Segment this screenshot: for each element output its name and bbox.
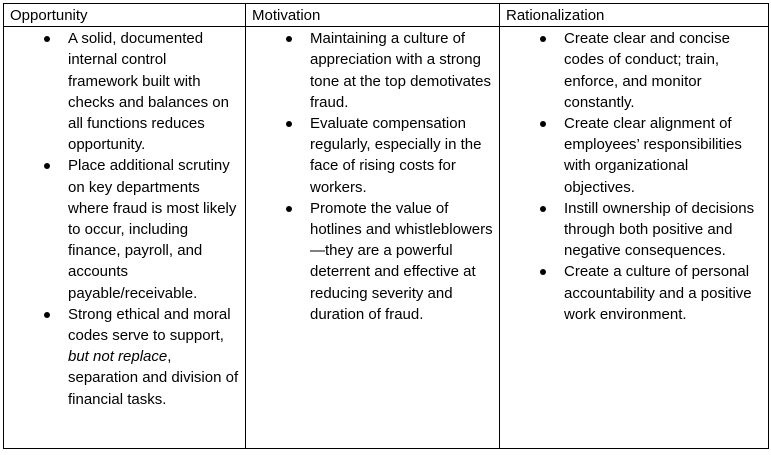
- bullet-icon: [286, 36, 292, 42]
- bullet-icon: [44, 312, 50, 318]
- list-item-text: Create a culture of personal accountability and a positive work environment.: [564, 263, 752, 323]
- bullet-icon: [44, 163, 50, 169]
- opportunity-list: [4, 27, 245, 410]
- list-item-text: Create clear alignment of employees’ responsibilities with organizational objectives.: [564, 115, 742, 196]
- bullet-icon: [540, 206, 546, 212]
- list-item: [246, 198, 493, 325]
- header-row: [4, 4, 769, 27]
- list-item-text: Place additional scrutiny on key departments where fraud is most likely to occur, including finance, payroll, and accounts payable/receivable.: [68, 157, 237, 302]
- list-item-text: Evaluate compensation regularly, especially in the face of rising costs for workers.: [310, 115, 482, 196]
- motivation-cell: [246, 27, 500, 449]
- bullet-icon: [286, 121, 292, 127]
- list-item-text: Instill ownership of decisions through both positive and negative consequences.: [564, 199, 755, 260]
- bullet-icon: [286, 206, 292, 212]
- list-item-text-end: , separation and division of financial tasks.: [68, 348, 239, 408]
- list-item: [500, 28, 762, 113]
- bullet-icon: [540, 121, 546, 127]
- opportunity-cell: [4, 27, 246, 449]
- list-item-text-start: Strong ethical and moral codes serve to support,: [68, 305, 231, 345]
- list-item-text: A solid, documented internal control framework built with checks and balances on all functions reduces opportunity.: [68, 30, 229, 154]
- list-item: [4, 304, 239, 410]
- list-item-text: Maintaining a culture of appreciation with a strong tone at the top demotivates fraud.: [310, 30, 491, 111]
- header-opportunity: Opportunity: [4, 4, 246, 27]
- bullet-icon: [540, 36, 546, 42]
- motivation-list: [246, 27, 499, 325]
- list-item-emphasis: but not replace: [68, 348, 168, 366]
- header-motivation: Motivation: [246, 4, 500, 27]
- header-rationalization: Rationalization: [500, 4, 769, 27]
- list-item: [246, 28, 493, 113]
- content-row: [4, 27, 769, 449]
- list-item: [500, 261, 762, 325]
- rationalization-cell: [500, 27, 769, 449]
- bullet-icon: [44, 36, 50, 42]
- bullet-icon: [540, 269, 546, 275]
- list-item-text: Create clear and concise codes of conduct; train, enforce, and monitor constantly.: [564, 30, 730, 111]
- list-item: [4, 28, 239, 155]
- list-item: [246, 113, 493, 198]
- fraud-triangle-table: [3, 3, 769, 449]
- list-item: [500, 198, 762, 262]
- list-item: [500, 113, 762, 198]
- list-item-text: Promote the value of hotlines and whistleblowers—they are a powerful deterrent and effective at reducing severity and duration of fraud.: [310, 199, 493, 323]
- list-item: [4, 155, 239, 303]
- rationalization-list: [500, 27, 768, 325]
